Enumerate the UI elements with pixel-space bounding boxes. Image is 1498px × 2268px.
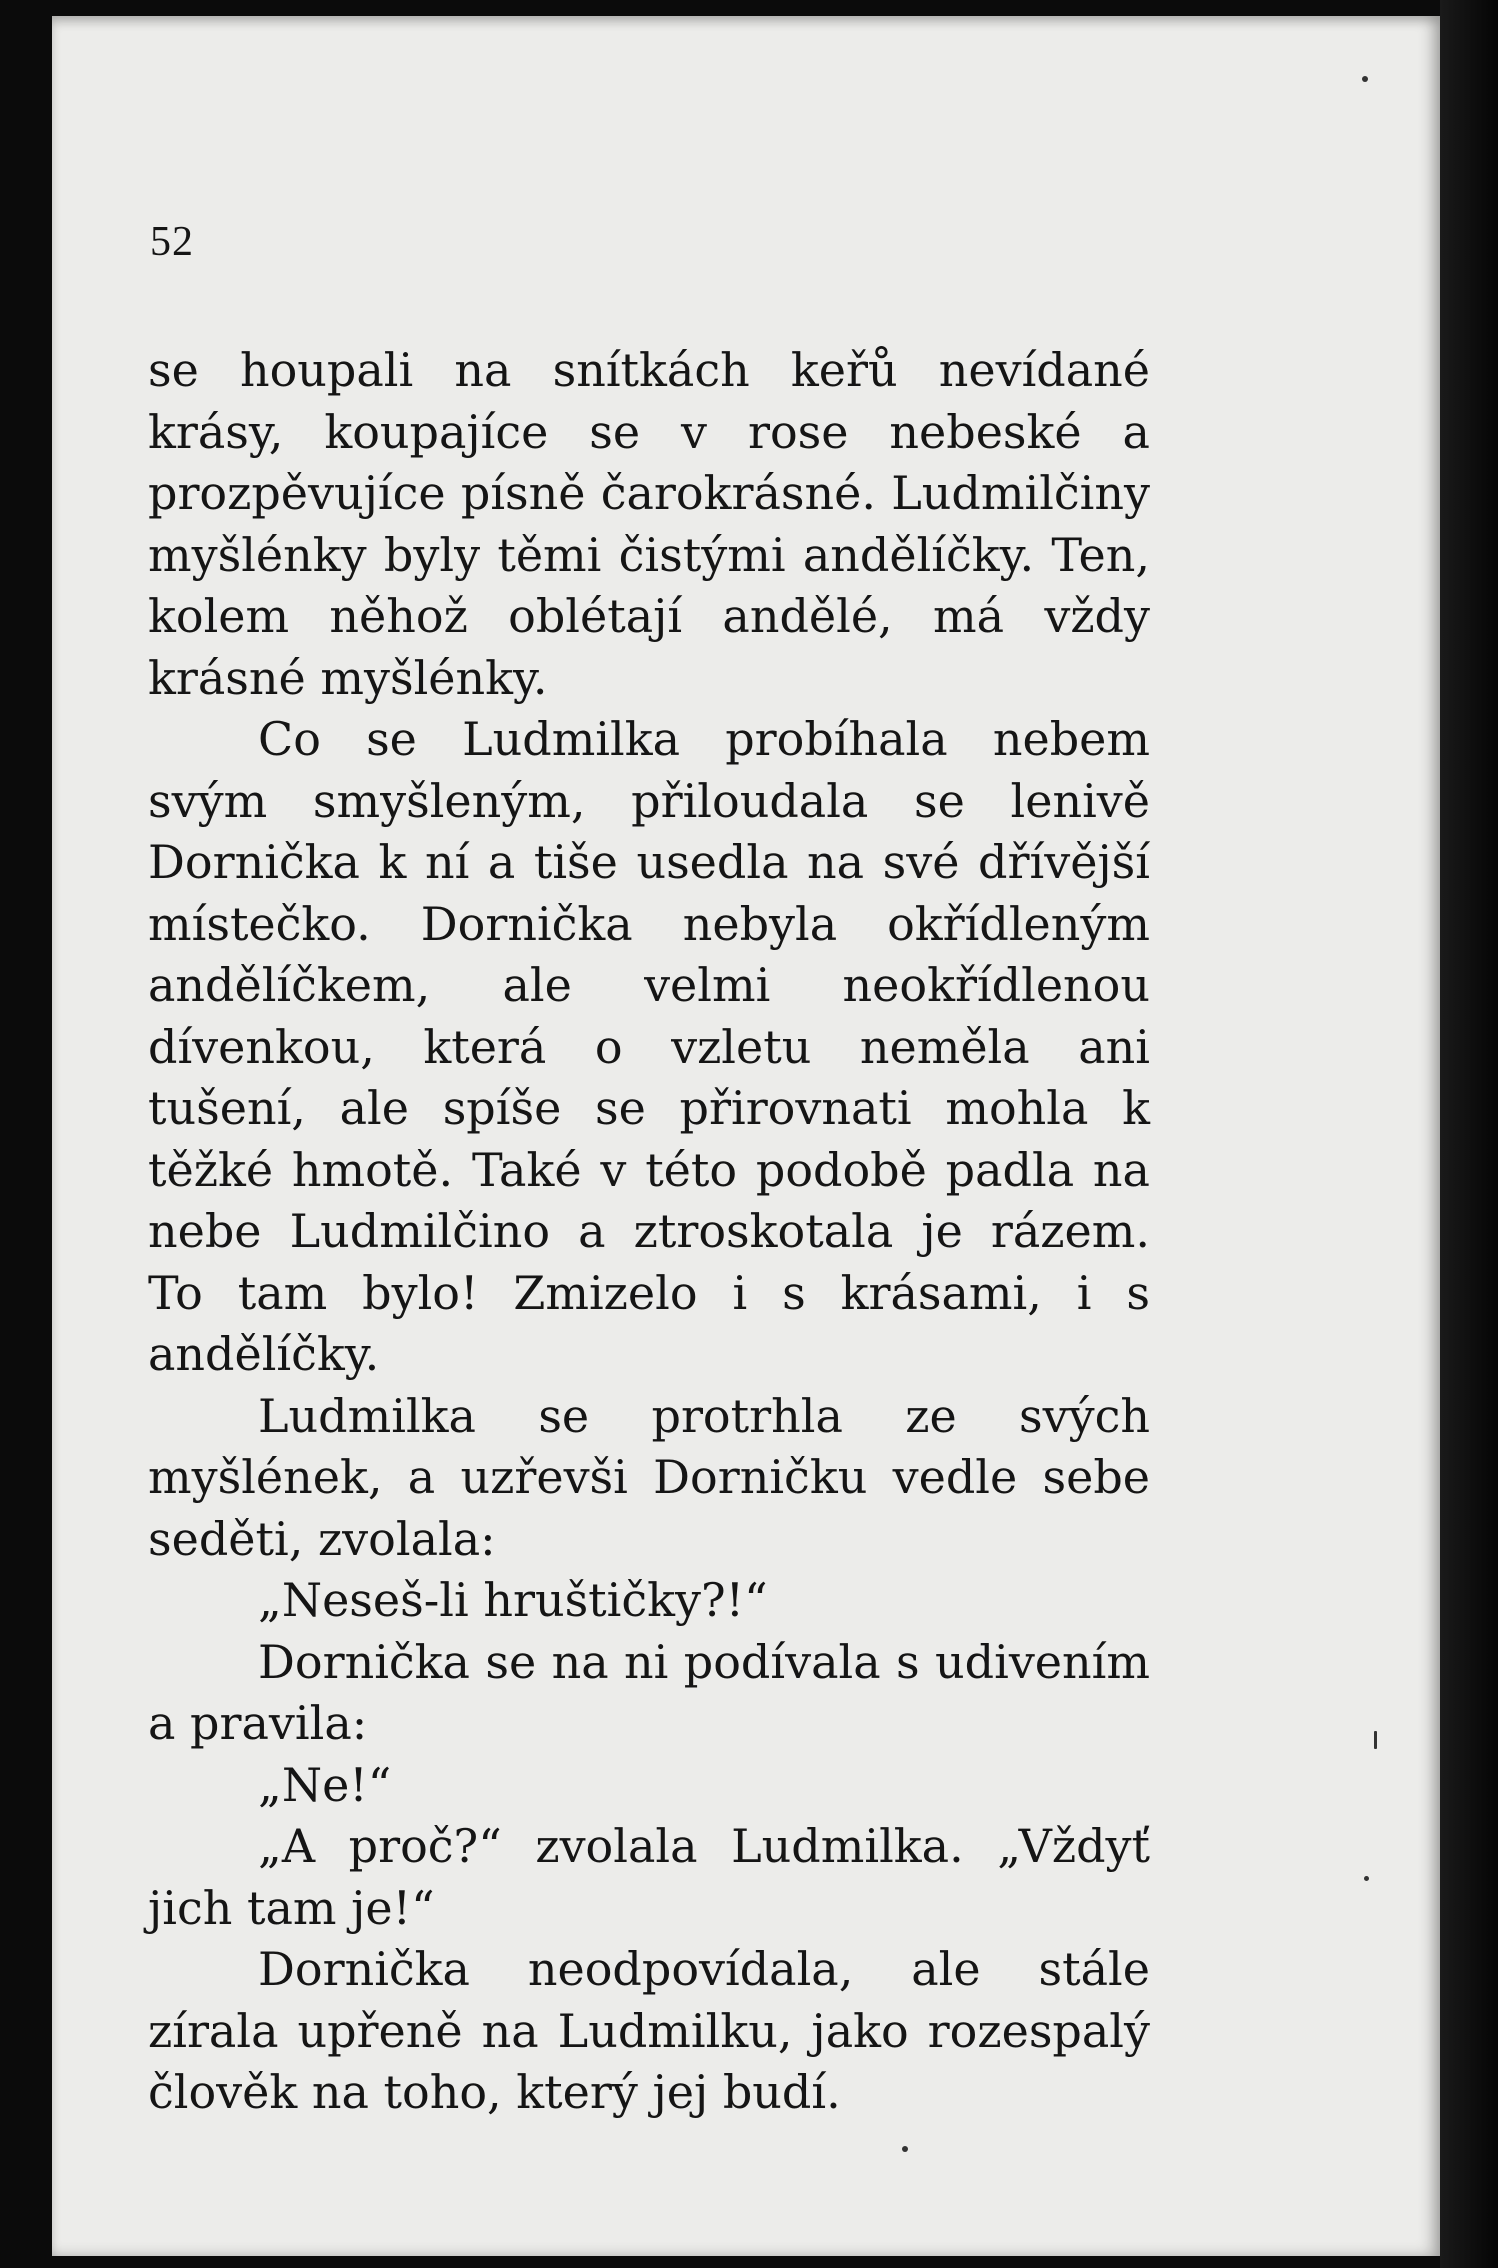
paragraph: Dornička se na ni podívala s udivením a pravila: — [148, 1634, 1150, 1750]
page-number: 52 — [150, 219, 194, 265]
dialogue-line: „Ne!“ — [258, 1757, 392, 1812]
paragraph: Ludmilka se protrhla ze svých myšlének, a uzřevši Dorničku vedle sebe seděti, zvolala: — [148, 1388, 1150, 1566]
paragraph: Dornička neodpovídala, ale stále zírala upřeně na Ludmilku, jako rozespalý člověk na toho, který jej budí. — [148, 1942, 1150, 2119]
paper-speck — [902, 2146, 908, 2152]
dialogue-line: „A proč?“ zvolala Ludmilka. „Vždyť jich tam je!“ — [148, 1819, 1150, 1935]
dialogue-line: „Neseš-li hruštičky?!“ — [258, 1573, 768, 1627]
body-text — [148, 340, 1150, 2124]
scan-border-right — [1440, 0, 1498, 2268]
paragraph: Co se Ludmilka probíhala nebem svým smyšleným, přiloudala se lenivě Dornička k ní a tiše usedla na své dřívější místečko. Dornička nebyla okřídleným andělíčkem, ale velmi neokřídlenou dívenkou, která o vzletu neměla ani tušení, ale spíše se přirovnati mohla k těžké hmotě. Také v této podobě padla na nebe Ludmilčino a ztroskotala je rázem. To tam bylo! Zmizelo i s krásami, i s andělíčky. — [148, 712, 1150, 1381]
paper-speck — [1362, 76, 1368, 82]
paragraph: se houpali na snítkách keřů nevídané krásy, koupajíce se v rose nebeské a prozpěvujíce písně čarokrásné. Ludmilčiny myšlénky byly těmi čistými andělíčky. Ten, kolem něhož oblétají andělé, má vždy krásné myšlénky. — [148, 343, 1150, 705]
paper-speck — [1364, 1876, 1369, 1881]
paper-speck — [1374, 1731, 1377, 1749]
